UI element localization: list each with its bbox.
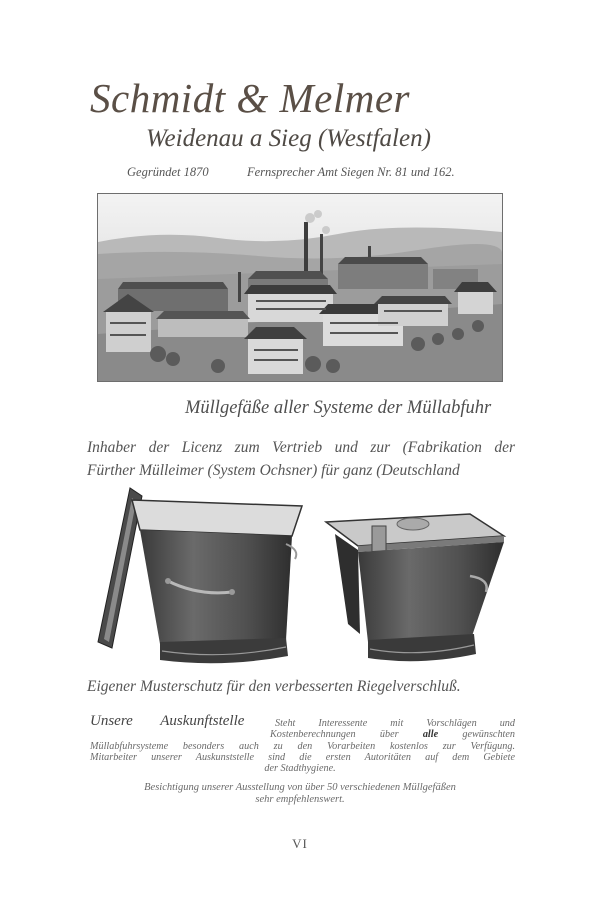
closed-bin: [326, 514, 504, 661]
design-protection-note: Eigener Musterschutz für den verbesserten Riegelverschluß.: [87, 678, 461, 695]
emphasis-alle: alle: [422, 729, 439, 740]
founded-note: Gegründet 1870: [127, 165, 209, 179]
info-office-line-2: [270, 729, 515, 741]
info-office-line-1: Steht Interessente mit Vorschlägen und: [275, 718, 515, 729]
info-office-line-4: Mitarbeiter unserer Auskunststelle sind die ersten Autoritäten auf dem Gebiete: [90, 752, 515, 763]
firm-name: Schmidt & Melmer: [90, 75, 410, 121]
firm-location: Weidenau a Sieg (Westfalen): [146, 125, 431, 152]
info-office-line-3: Müllabfuhrsysteme besonders auch zu den Vorarbeiten kostenlos zur Verfügung.: [90, 741, 515, 752]
info-text-part: Kostenberechnungen über: [270, 729, 423, 740]
waste-bins-illustration: [90, 484, 510, 674]
bins-drawing: [90, 484, 510, 674]
exhibition-note-line-2: sehr empfehlenswert.: [255, 794, 345, 805]
info-text-part: gewünschten: [438, 729, 515, 740]
factory-engraving: [97, 193, 503, 382]
open-bin: [98, 488, 302, 663]
info-office-heading: Unsere Auskunftstelle: [90, 713, 245, 729]
exhibition-note-line-1: Besichtigung unserer Ausstellung von über 50 verschiedenen Müllgefäßen: [144, 782, 456, 793]
product-tagline: Müllgefäße aller Systeme der Müllabfuhr: [185, 398, 492, 418]
license-line-1: Inhaber der Licenz zum Vertrieb und zur (Fabrikation der: [87, 439, 515, 456]
page-number: VI: [292, 836, 308, 851]
factory-illustration: [98, 194, 502, 381]
phone-note: Fernsprecher Amt Siegen Nr. 81 und 162.: [247, 165, 455, 179]
info-office-line-5: der Stadthygiene.: [264, 763, 336, 774]
license-line-2: Fürther Mülleimer (System Ochsner) für ganz (Deutschland: [87, 462, 460, 479]
